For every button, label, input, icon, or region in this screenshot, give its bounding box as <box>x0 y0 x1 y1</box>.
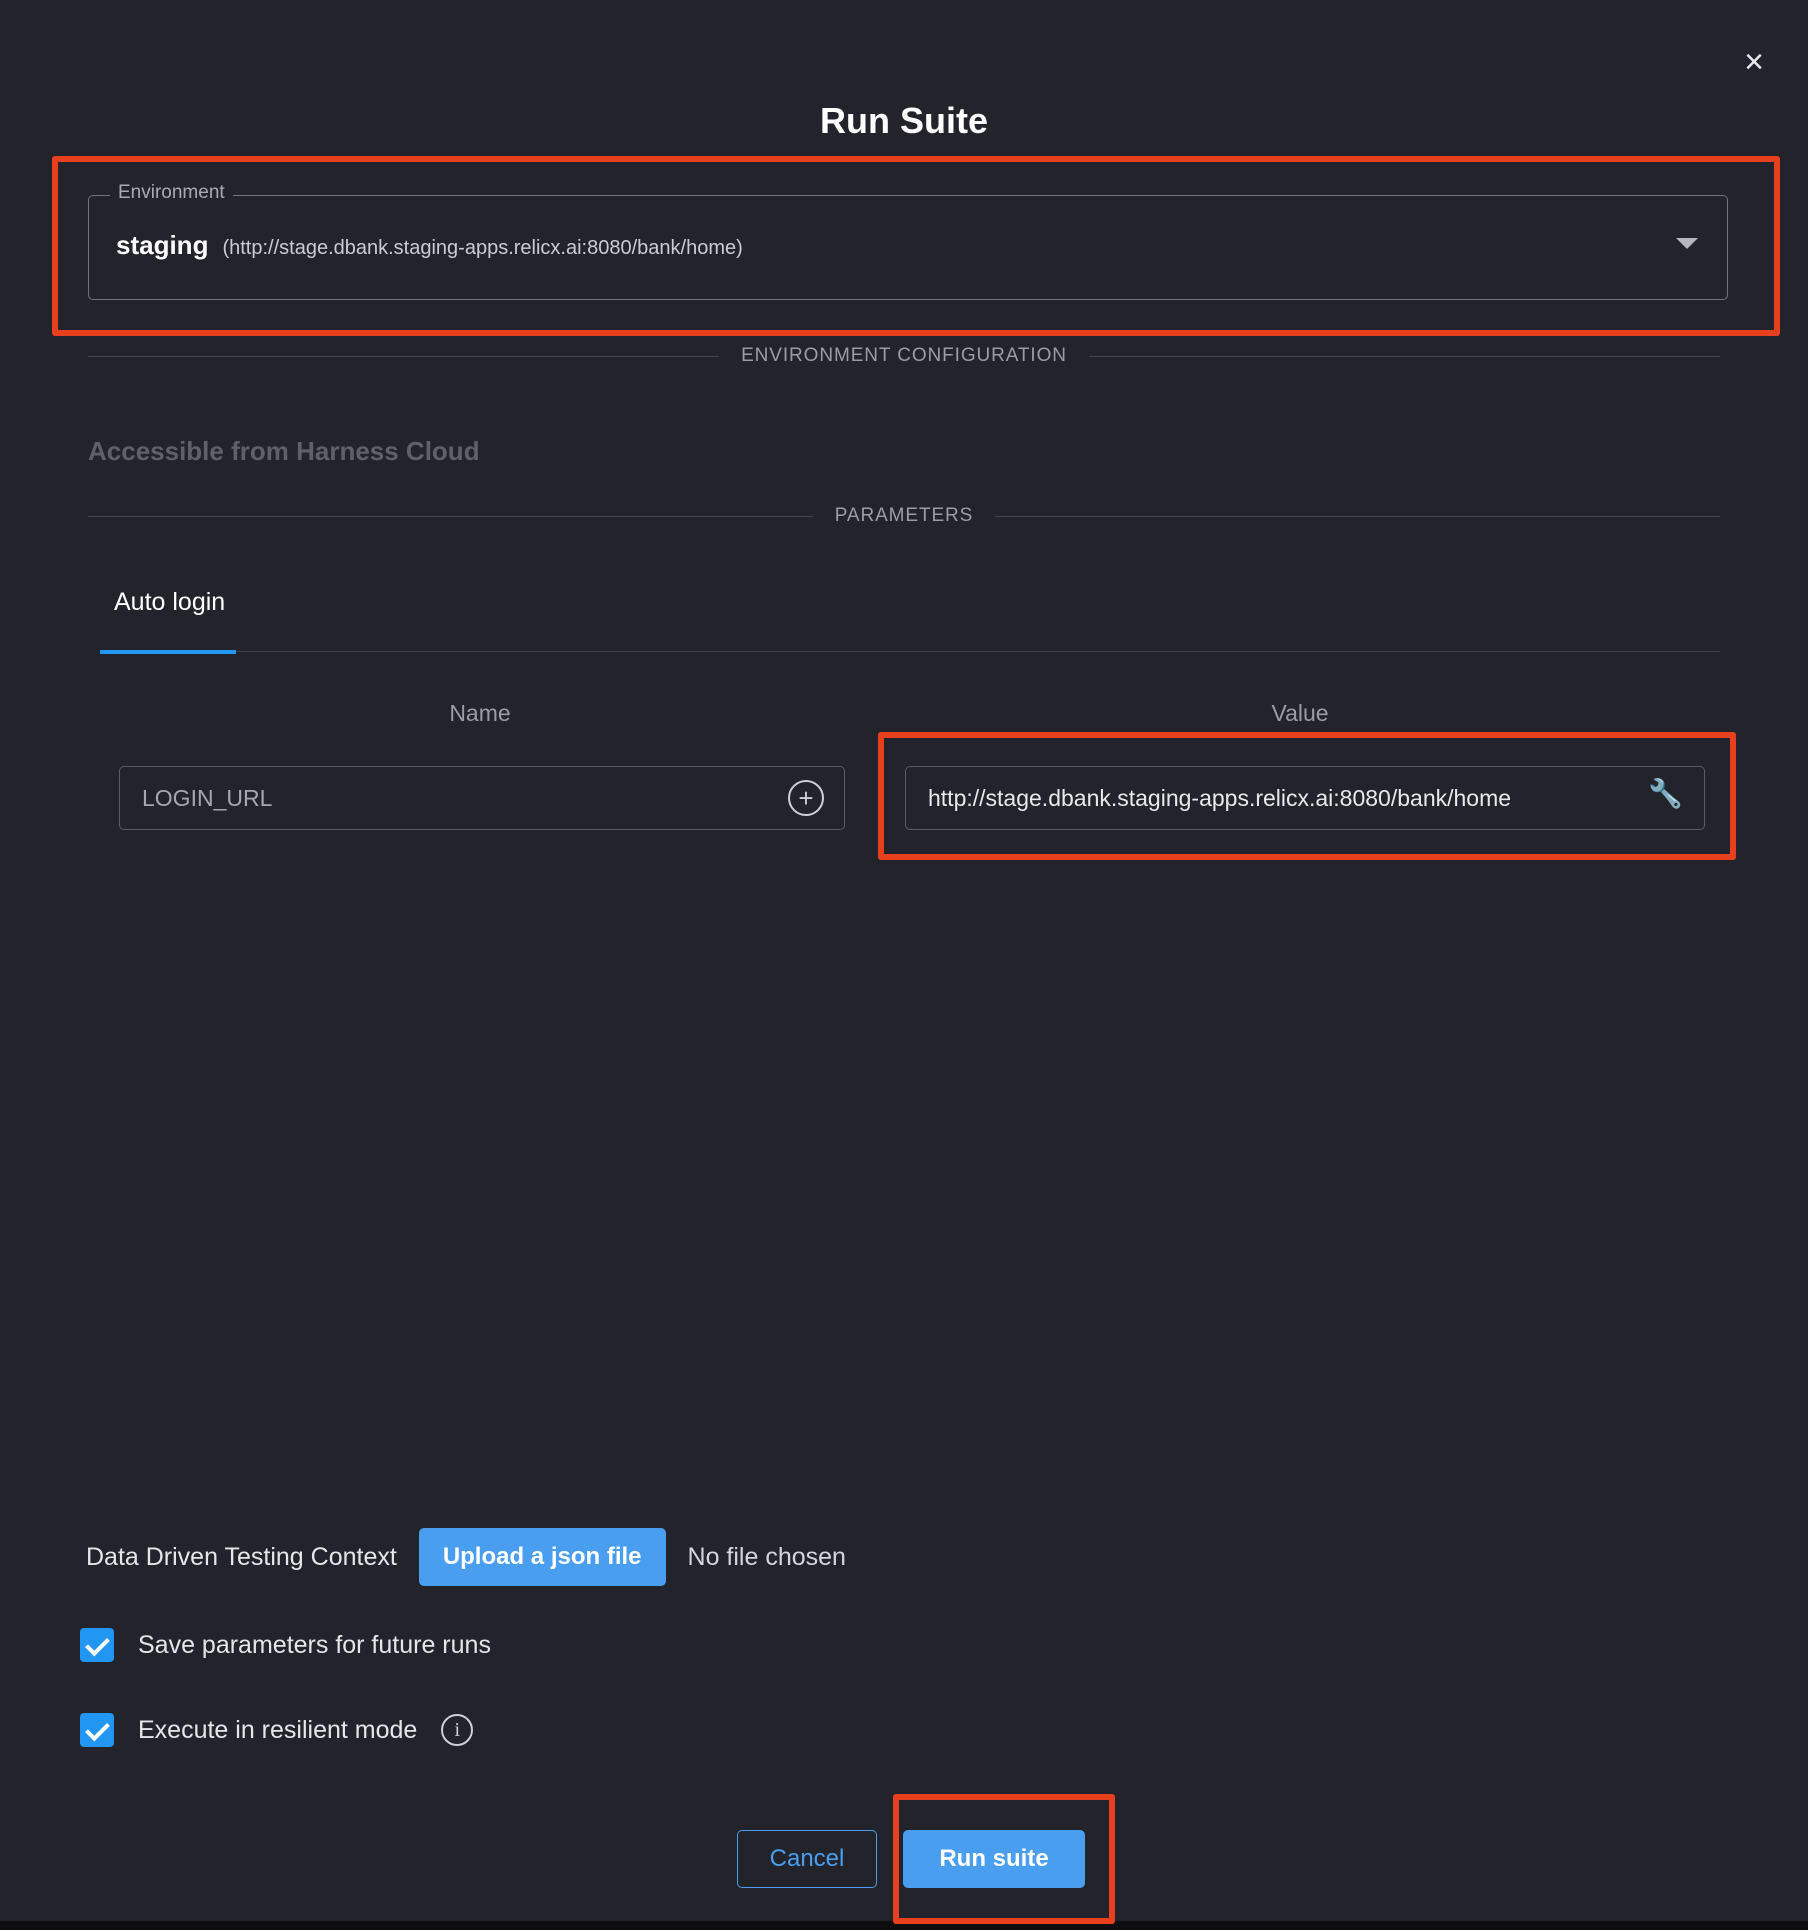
data-driven-testing-row <box>86 1528 846 1586</box>
chevron-down-icon[interactable] <box>1676 238 1698 249</box>
close-icon[interactable]: × <box>1730 38 1778 86</box>
info-icon[interactable]: i <box>441 1714 473 1746</box>
divider-line-left <box>88 356 719 357</box>
environment-selected-value <box>116 230 743 261</box>
upload-json-button[interactable]: Upload a json file <box>419 1528 666 1586</box>
save-parameters-row[interactable] <box>80 1628 491 1662</box>
run-suite-button[interactable]: Run suite <box>903 1830 1085 1888</box>
divider-line-right <box>1089 356 1720 357</box>
save-parameters-checkbox[interactable] <box>80 1628 114 1662</box>
wrench-icon[interactable]: 🔧 <box>1648 778 1683 809</box>
parameter-tabs <box>100 580 1720 652</box>
add-parameter-icon[interactable]: + <box>788 780 824 816</box>
environment-url: (http://stage.dbank.staging-apps.relicx.ai:8080/bank/home) <box>222 237 743 259</box>
parameters-divider <box>88 505 1720 527</box>
save-parameters-label: Save parameters for future runs <box>138 1630 491 1659</box>
resilient-mode-row[interactable] <box>80 1713 473 1747</box>
divider-line-right <box>995 516 1720 517</box>
resilient-mode-checkbox[interactable] <box>80 1713 114 1747</box>
environment-configuration-label: ENVIRONMENT CONFIGURATION <box>741 345 1067 366</box>
page-title: Run Suite <box>820 100 988 141</box>
parameters-label: PARAMETERS <box>834 505 974 526</box>
divider-line-left <box>88 516 813 517</box>
param-name-input[interactable] <box>119 766 845 830</box>
cancel-button[interactable]: Cancel <box>737 1830 877 1888</box>
environment-configuration-divider <box>88 345 1720 367</box>
tab-auto-login[interactable]: Auto login <box>114 588 226 616</box>
data-driven-testing-label: Data Driven Testing Context <box>86 1542 397 1571</box>
tab-active-indicator <box>100 650 236 654</box>
resilient-mode-label: Execute in resilient mode <box>138 1715 418 1744</box>
environment-name: staging <box>116 230 209 260</box>
column-header-name: Name <box>449 700 511 726</box>
accessible-from-harness-cloud: Accessible from Harness Cloud <box>88 436 480 466</box>
column-header-value: Value <box>1271 700 1329 726</box>
no-file-chosen-label: No file chosen <box>687 1542 846 1571</box>
environment-legend: Environment <box>110 182 233 204</box>
param-value-input[interactable] <box>905 766 1705 830</box>
